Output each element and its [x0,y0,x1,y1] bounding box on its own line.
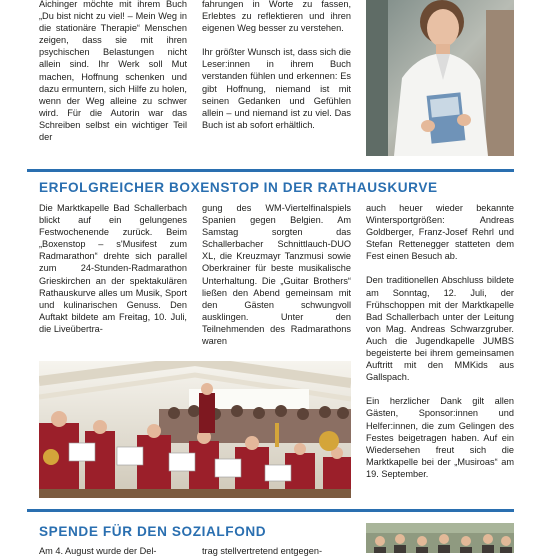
boxenstop-text-3c: Ein herzlicher Dank gilt allen Gästen, Sponsor:innen und Helfer:innen, die zum Gelingen des Festes beigetragen haben. Auf ein Wiedersehen freut sich die Marktkapelle bei der „Musiroas“ am 19. September. [366,396,514,479]
brass-band-tent-photo [39,361,351,498]
top-article-column-1 [39,0,187,143]
spende-column-1 [39,545,187,557]
top-article-column-2 [202,0,351,131]
boxenstop-column-2 [202,202,351,347]
boxenstop-headline: ERFOLGREICHER BOXENSTOP IN DER RATHAUSKURVE [39,180,438,195]
top-article-text-1: Aichinger möchte mit ihrem Buch „Du bist nicht zu viel! – Mein Weg in die stationäre Therapie“ Menschen zeigen, dass sie mit ihren psychischen Belastungen nicht allein sind. Ihr Werk soll Mut machen, Hoffnung schenken und dazu ermuntern, sich Hilfe zu holen, wenn der Weg alleine zu schwer wird. Für die Autorin war das Schreiben selbst ein wichtiger Teil der [39,0,187,143]
donation-group-photo [366,523,514,553]
boxenstop-text-3a: auch heuer wieder bekannte Wintersportgrößen: Andreas Goldberger, Franz-Josef Rehrl und Stefan Rettenegger statteten dem Fest einen Besuch ab. [366,203,514,262]
boxenstop-column-3 [366,202,514,480]
spende-text-2: trag stellvertretend entgegen- [202,546,323,556]
section-divider-top [27,169,514,172]
author-photo [366,0,514,156]
boxenstop-column-1 [39,202,187,335]
top-article-text-2a: fahrungen in Worte zu fassen, Erlebtes zu reflektieren und ihren eigenen Weg besser zu verstehen. [202,0,351,34]
spende-text-1: Am 4. August wurde der Del- [39,546,157,556]
section-divider-bottom [27,509,514,512]
spende-column-2 [202,545,351,557]
boxenstop-text-1: Die Marktkapelle Bad Schallerbach blickt auf ein gelungenes Festwochenende zurück. Beim „Boxenstop – s'Musifest zum Radmarathon“ drehte sich parallel zum 24-Stunden-Radmarathon Grieskirchen an der spektakulären Rathauskurve alles um Musik, Sport und kulinarischen Genuss. Den Auftakt bildete am Freitag, 10. Juli, die Liveübertra- [39,203,187,334]
spende-headline: SPENDE FÜR DEN SOZIALFOND [39,524,267,539]
boxenstop-text-3b: Den traditionellen Abschluss bildete am Sonntag, 12. Juli, der Frühschoppen mit der Marktkapelle Bad Schallerbach unter der Leitung von Mag. Andreas Schwarzgruber. Auch die Jugendkapelle JUMBS begeisterte bei ihrem gemeinsamen Auftritt mit den MMKids aus Gallspach. [366,275,514,383]
top-article-text-2b: Ihr größter Wunsch ist, dass sich die Leser:innen in ihrem Buch verstanden fühlen und erkennen: Es gibt Hoffnung, niemand ist mit seinen Gedanken und Gefühlen allein – und niemand ist zu viel. Das Buch ist ab sofort erhältlich. [202,47,351,130]
boxenstop-text-2: gung des WM-Viertelfinalspiels Spanien gegen Belgien. Am Samstag sorgten das Schallerbacher Schnittlauch-DUO XL, die Kreuzmayr Tanzmusi sowie Oberkrainer für beste musikalische Unterhaltung. Die „Guitar Brothers“ ließen den Abend gemeinsam mit den Gästen schwungvoll ausklingen. Unter den Teilnehmenden des Radmarathons waren [202,203,351,347]
